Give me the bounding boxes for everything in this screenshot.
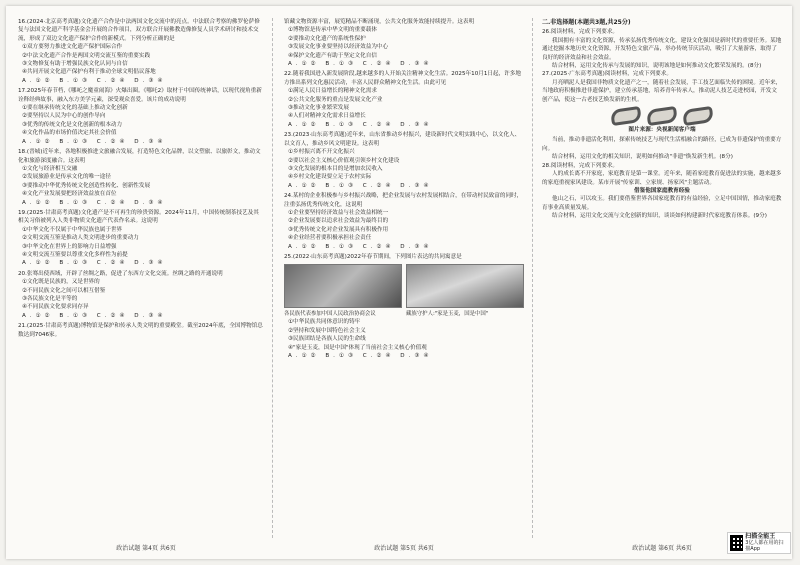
- photo-caption: 藏族守护人:"家是玉麦，国是中国": [406, 311, 489, 318]
- watermark-text: [745, 534, 788, 552]
- answer-choices: A.①② B.①③ C.②④ D.③④: [22, 199, 167, 206]
- question-28-material: 人的成长离不开家庭，家庭教育是第一课堂。近年来，随着家庭教育促进法的实施，越来越多的家庭重视家风建设。某市开展"传家训、立家规、扬家风"主题活动。: [542, 171, 782, 186]
- clay-figure: [646, 106, 678, 126]
- question-27-title: 27.(2025·广东高考真题)阅读材料，完成下列要求。: [542, 71, 672, 78]
- option: ②坚持和发展中国特色社会主义: [288, 327, 366, 334]
- column-divider: [532, 18, 533, 538]
- question-28-subheading: 借鉴他国家庭教育经验: [634, 187, 690, 194]
- option: ④企业经营者要积极承担社会责任: [288, 235, 372, 242]
- option: ④文化产业发展要把经济效益放在首位: [22, 191, 117, 198]
- option: ②企业发展要以追求社会效益为最终目的: [288, 218, 389, 225]
- question-stem: 20.张骞出使西域，开辟了丝绸之路，促进了东西方文化交流。丝绸之路的开通说明: [18, 270, 223, 277]
- option: ②要推动文化遗产的系统性保护: [288, 35, 366, 42]
- question-16: [18, 18, 264, 85]
- option: ③文物修复有助于增强民族文化认同与自信: [22, 61, 128, 68]
- option: ③要推动中华优秀传统文化创造性转化、创新性发展: [22, 182, 151, 189]
- photo-tibet: [406, 264, 524, 308]
- option: ①要在继承传统文化的基础上推动文化创新: [22, 105, 128, 112]
- answer-choices: A.①② B.①③ C.②④ D.③④: [22, 260, 167, 267]
- option: ②不同民族文化之间可以相互借鉴: [22, 287, 106, 294]
- option: ②文明交流互鉴是推动人类文明进步的重要动力: [22, 235, 139, 242]
- figure-caption: 图片来源：央视新闻客户端: [628, 127, 696, 134]
- photo-captions: [284, 311, 524, 318]
- option: ③优秀传统文化对企业发展具有积极作用: [288, 226, 389, 233]
- option: ④文化作品的市场价值决定其社会价值: [22, 130, 117, 137]
- question-27-material: 月亮晒泥人是我国非物质文化遗产之一，随着社会发展，手工技艺面临失传的困境。近年来，当地政府积极推进非遗保护，建立传承基地，培养青年传承人，推动泥人技艺走进校园，开发文创产品，使这一古老技艺焕发新的生机。: [542, 79, 782, 103]
- question-28-title: 28.阅读材料，完成下列要求。: [542, 162, 619, 169]
- option: ③中华文化在世界上的影响力日益增强: [22, 243, 117, 250]
- option: ④不同民族文化要求同存异: [22, 304, 89, 311]
- option: ②发展旅游业是传承文化的唯一途径: [22, 174, 111, 181]
- column-page-4: [18, 18, 264, 538]
- option: ④乡村文化建设要立足于农村实际: [288, 174, 372, 181]
- option: ③推动文化事业繁荣发展: [288, 105, 349, 112]
- question-stem: 18.(晋城)近年来，各地积极推进文旅融合发展，打造特色文化品牌，以文塑旅、以旅彰文，推动文化和旅游深度融合。这表明: [18, 149, 261, 164]
- question-19: [18, 209, 264, 268]
- clay-figure: [610, 106, 642, 126]
- option: ①博物馆是传承中华文明的重要载体: [288, 27, 377, 34]
- option: ①企业要坚持经济效益与社会效益相统一: [288, 209, 389, 216]
- option: ①乡村振兴离不开文化振兴: [288, 149, 355, 156]
- option: ④共同开展文化遗产保护有利于推动全球文明倡议落地: [22, 69, 156, 76]
- answer-choices: A.①② B.①③ C.②④ D.③④: [288, 121, 433, 128]
- column-page-5: [284, 18, 524, 538]
- option: ④保护文化遗产有助于坚定文化自信: [288, 52, 377, 59]
- column-divider: [272, 18, 273, 538]
- question-22: [284, 70, 524, 129]
- question-27-task: 结合材料，运用文化的相关知识，说明如何推动"非遗"焕发新生机。(8分): [552, 154, 733, 161]
- page-footer: 政治试题 第5页 共6页: [374, 545, 434, 552]
- photo-caption: 各民族代表参加中国人民政治协商会议: [284, 311, 376, 318]
- option: ③发展文化事业要坚持以经济效益为中心: [288, 44, 389, 51]
- question-stem: 23.(2023·山东高考真题)近年来，山东省推动乡村振兴，建设新时代文明实践中心，以文化人、以文育人，推动乡风文明建设。这表明: [284, 132, 521, 147]
- option: ②中法文化遗产合作是两国文明交流互鉴的重要实践: [22, 52, 151, 59]
- option: ②公共文化服务的重点是发展文化产业: [288, 96, 383, 103]
- answer-choices: A.①② B.①③ C.②④ D.③④: [288, 61, 433, 68]
- question-stem: 22.随着我国进入新发展阶段,越来越多的人开始关注精神文化生活。2025年10月1日起，许多地方推出系列文化惠民活动，丰富人民群众精神文化生活。由此可见: [284, 71, 521, 86]
- question-25: [284, 253, 524, 360]
- question-24: [284, 192, 524, 251]
- option: ②要以社会主义核心价值观引领乡村文化建设: [288, 157, 400, 164]
- question-stem: 16.(2024·北京高考真题)文化遗产合作是中法两国文化交流中的亮点。中法联合考察的佛罗伦萨修复与法国文化遗产科学基金会开展的合作项目，双方联合开展佛教造像修复人员学术研讨和技术交流，形成了双边文化遗产保护合作的新模式。下列分析正确的是: [18, 19, 260, 42]
- column-page-6: [542, 18, 782, 538]
- question-21-cont: [284, 18, 524, 68]
- option: ①文化既是民族的，又是世界的: [22, 279, 100, 286]
- question-28-task: 结合材料，运用文化交流与文化创新的知识，谈谈如何构建新时代家庭教育体系。(9分): [552, 213, 767, 220]
- question-stem: 24.某村的企业积极参与乡村振兴战略，把企业发展与农村发展相结合，在带动村民致富的同时，注重弘扬优秀传统文化，这说明: [284, 193, 523, 208]
- question-stem: 馆藏文物资源丰富，展览精品不断涌现，公共文化服务效能持续提升。这表明: [284, 19, 475, 25]
- question-stem: 17.2025年春节档,《哪吒之魔童闹海》火爆出圈。《哪吒2》取材于中国传统神话，以现代视角重新诠释经典故事，融入东方美学元素，深受观众喜爱。该片的成功说明: [18, 88, 262, 103]
- qr-code-icon: [730, 535, 743, 551]
- clay-figurines-image: [542, 108, 782, 124]
- option: ①文化与经济相互交融: [22, 165, 78, 172]
- answer-choices: A.①② B.①③ C.②④ D.③④: [22, 77, 167, 84]
- question-stem: 19.(2025·甘肃高考真题)文化遗产是不可再生的珍贵资源。2024年11月，中国传统制茶技艺及其相关习俗被列入人类非物质文化遗产代表作名录。这说明: [18, 209, 259, 225]
- question-stem: 21.(2025·甘肃高考真题)博物馆是保护和传承人类文明的重要殿堂。截至2024年底，全国博物馆总数达到7046家。: [18, 323, 263, 338]
- option: ①满足人民日益增长的精神文化需求: [288, 88, 377, 95]
- scanner-watermark: [727, 532, 791, 554]
- option: ①双方要努力推进文化遗产保护国际合作: [22, 44, 123, 51]
- watermark-subtitle: 3亿人都在用的扫描App: [745, 540, 784, 552]
- question-26-task: 结合材料，运用文化传承与发展的知识，说明该地是如何推动文化繁荣发展的。(8分): [552, 63, 762, 70]
- answer-choices: A.①② B.①③ C.②④ D.③④: [22, 312, 167, 319]
- section-title: 二.非选择题(本题共3题,共25分): [542, 19, 631, 26]
- answer-choices: A.①② B.①③ C.②④ D.③④: [288, 182, 433, 189]
- question-27-more: 当前，推动非遗活化利用，探索传统技艺与现代生活相融合的路径，已成为非遗保护的重要方向。: [542, 137, 782, 152]
- question-26-material: 我国拥有丰富的文化资源，传承弘扬优秀传统文化，建设文化强国是新时代的重要任务。某地通过挖掘本地历史文化资源，开发特色文旅产品，举办传统节庆活动，吸引了大量游客，取得了良好的经济效益和社会效益。: [542, 37, 782, 61]
- option: ②要坚持以人民为中心的创作导向: [22, 113, 106, 120]
- question-18: [18, 148, 264, 207]
- exam-sheet: [6, 6, 792, 559]
- option: ③各民族文化是平等的: [22, 296, 78, 302]
- watermark-title: 扫描全能王: [745, 533, 776, 540]
- question-28-material-2: 他山之石，可以攻玉。我们要借鉴世界各国家庭教育的有益经验，立足中国国情，推动家庭教育事业高质量发展。: [542, 196, 782, 211]
- question-26-title: 26.阅读材料，完成下列要求。: [542, 29, 619, 36]
- photo-row: [284, 264, 524, 308]
- option: ④"家是玉麦，国是中国"体现了当前社会主义核心价值观: [288, 344, 427, 351]
- option: ①中华文化不仅属于中华民族也属于世界: [22, 226, 123, 233]
- page-footer: 政治试题 第6页 共6页: [632, 545, 692, 552]
- clay-figure: [682, 106, 714, 126]
- option: ③民族团结是各族人民的生命线: [288, 336, 366, 343]
- question-20: [18, 270, 264, 320]
- option: ④文明交流互鉴要以尊重文化多样性为前提: [22, 251, 128, 258]
- option: ④人们对精神文化需求日益增长: [288, 113, 366, 120]
- question-stem: 25.(2022·山东高考真题)2022年春节期间，下列图片表达的共同寓意是: [284, 253, 462, 260]
- page-footer: 政治试题 第4页 共6页: [116, 545, 176, 552]
- answer-choices: A.①② B.①③ C.②④ D.③④: [22, 138, 167, 145]
- question-17: [18, 87, 264, 146]
- option: ①中华民族共同体意识的铸牢: [288, 319, 361, 326]
- question-23: [284, 131, 524, 190]
- option: ③文化发展的根本目的是增加农民收入: [288, 165, 383, 172]
- answer-choices: A.①② B.①③ C.②④ D.③④: [288, 353, 433, 359]
- answer-choices: A.①② B.①③ C.②④ D.③④: [288, 243, 433, 250]
- option: ③优秀的传统文化是文化创新的根本动力: [22, 121, 123, 128]
- photo-assembly: [284, 264, 402, 308]
- question-21: [18, 322, 264, 339]
